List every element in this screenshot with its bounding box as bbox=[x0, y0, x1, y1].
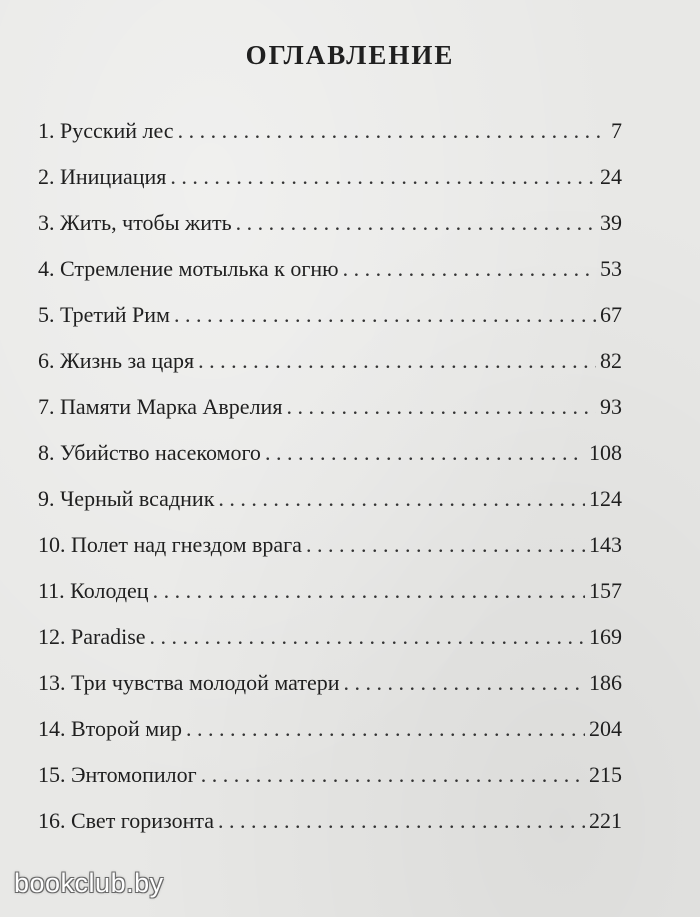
toc-entry-title: 16. Свет горизонта bbox=[38, 808, 215, 833]
dot-leader bbox=[286, 394, 596, 420]
toc-entry-title: 10. Полет над гнездом врага bbox=[38, 532, 302, 557]
toc-page-number: 24 bbox=[600, 164, 622, 189]
toc-page-number: 7 bbox=[611, 118, 622, 143]
dot-leader bbox=[150, 624, 585, 650]
toc-page-number: 108 bbox=[589, 440, 622, 465]
dot-leader bbox=[178, 118, 607, 144]
toc-entry bbox=[38, 210, 622, 256]
toc-entry-title: 5. Третий Рим bbox=[38, 302, 170, 327]
toc-page-number: 39 bbox=[600, 210, 622, 235]
toc-page-number: 221 bbox=[589, 808, 622, 833]
toc-entry bbox=[38, 394, 622, 440]
toc-entry bbox=[38, 440, 622, 486]
toc-entry-title: 1. Русский лес bbox=[38, 118, 174, 143]
toc-page-number: 124 bbox=[589, 486, 622, 511]
toc-page-number: 53 bbox=[600, 256, 622, 281]
toc-page-number: 169 bbox=[589, 624, 622, 649]
dot-leader bbox=[174, 302, 596, 328]
toc-entry-title: 9. Черный всадник bbox=[38, 486, 215, 511]
dot-leader bbox=[306, 532, 585, 558]
toc-entry bbox=[38, 670, 622, 716]
toc-entry-title: 13. Три чувства молодой матери bbox=[38, 670, 340, 695]
toc-page-number: 186 bbox=[589, 670, 622, 695]
toc-entry bbox=[38, 348, 622, 394]
toc-entry bbox=[38, 532, 622, 578]
dot-leader bbox=[218, 486, 585, 512]
table-of-contents bbox=[38, 118, 622, 854]
dot-leader bbox=[153, 578, 585, 604]
toc-entry bbox=[38, 256, 622, 302]
toc-entry bbox=[38, 716, 622, 762]
toc-entry-title: 6. Жизнь за царя bbox=[38, 348, 195, 373]
toc-entry bbox=[38, 762, 622, 808]
watermark: bookclub.by bbox=[14, 868, 164, 898]
toc-entry-title: 4. Стремление мотылька к огню bbox=[38, 256, 339, 281]
toc-page-number: 157 bbox=[589, 578, 622, 603]
toc-entry bbox=[38, 624, 622, 670]
toc-entry bbox=[38, 578, 622, 624]
toc-entry-title: 8. Убийство насекомого bbox=[38, 440, 261, 465]
toc-page-number: 215 bbox=[589, 762, 622, 787]
dot-leader bbox=[201, 762, 585, 788]
toc-entry bbox=[38, 486, 622, 532]
toc-entry-title: 11. Колодец bbox=[38, 578, 149, 603]
toc-entry-title: 7. Памяти Марка Аврелия bbox=[38, 394, 283, 419]
toc-entry bbox=[38, 164, 622, 210]
toc-page-number: 82 bbox=[600, 348, 622, 373]
toc-entry-title: 3. Жить, чтобы жить bbox=[38, 210, 232, 235]
toc-page-number: 67 bbox=[600, 302, 622, 327]
toc-entry-title: 12. Paradise bbox=[38, 624, 146, 649]
toc-page-number: 93 bbox=[600, 394, 622, 419]
toc-entry bbox=[38, 808, 622, 854]
dot-leader bbox=[218, 808, 585, 834]
dot-leader bbox=[236, 210, 596, 236]
dot-leader bbox=[170, 164, 596, 190]
dot-leader bbox=[343, 256, 596, 282]
toc-page-number: 204 bbox=[589, 716, 622, 741]
toc-entry-title: 2. Инициация bbox=[38, 164, 167, 189]
toc-entry bbox=[38, 118, 622, 164]
toc-entry-title: 14. Второй мир bbox=[38, 716, 182, 741]
toc-page-number: 143 bbox=[589, 532, 622, 557]
toc-entry bbox=[38, 302, 622, 348]
toc-entry-title: 15. Энтомопилог bbox=[38, 762, 197, 787]
dot-leader bbox=[186, 716, 585, 742]
dot-leader bbox=[198, 348, 596, 374]
dot-leader bbox=[265, 440, 585, 466]
dot-leader bbox=[344, 670, 585, 696]
page-title: ОГЛАВЛЕНИЕ bbox=[245, 40, 455, 70]
